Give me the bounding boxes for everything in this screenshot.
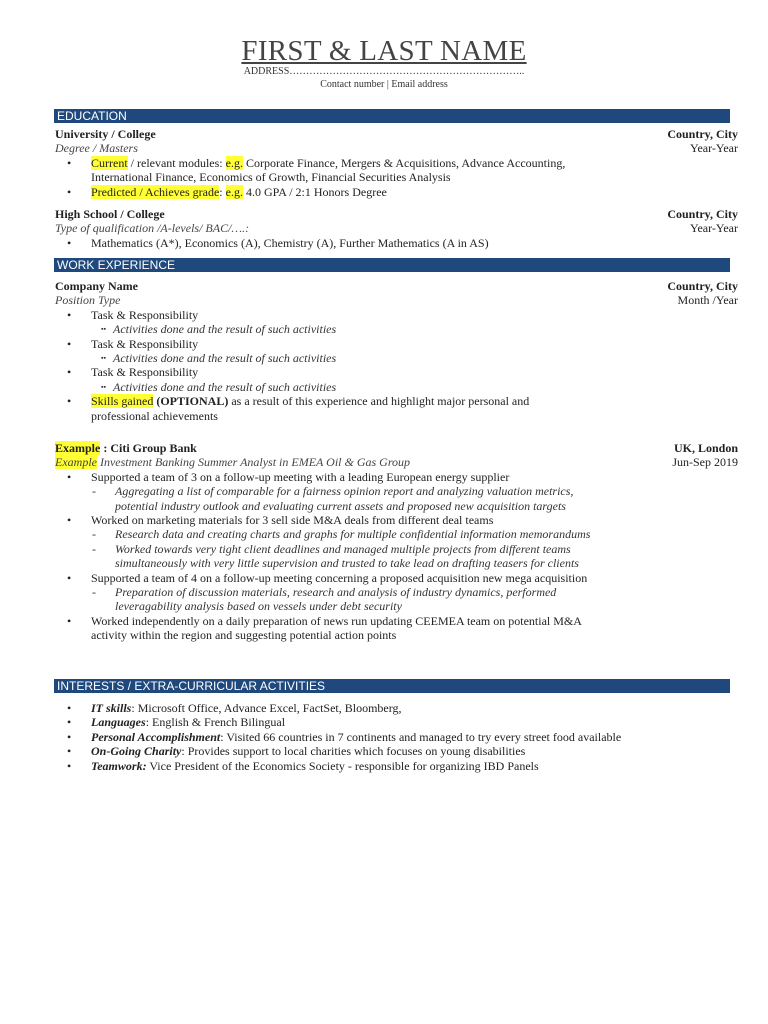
position-type: Investment Banking Summer Analyst in EMEA Oil & Gas Group [96, 455, 411, 470]
list-item: ▪▪ Activities done and the result of such activities [55, 351, 738, 365]
bullet-text: activity within the region and suggesting potential action points [91, 628, 397, 643]
interest-text: Provides support to local charities which focuses on young disabilities [187, 744, 526, 759]
sub-text: simultaneously with very little supervision and trusted to take lead on drafting teasers for clients [115, 556, 579, 571]
sub-text: Aggregating a list of comparable for a fairness opinion report and analyzing valuation metrics, [115, 484, 574, 499]
section-header-education: EDUCATION [54, 109, 730, 123]
modules-text: Corporate Finance, Mergers & Acquisitions, Advance Accounting, [242, 155, 566, 170]
skills-text: as a result of this experience and highlight major personal and [228, 394, 530, 409]
education-entry-highschool [55, 207, 738, 250]
qualification-dates: Year-Year [690, 221, 738, 236]
list-item [55, 185, 738, 199]
highlight-text: Predicted / Achieves grade [91, 184, 220, 199]
company-location: UK, London [673, 441, 738, 455]
list-item [55, 759, 738, 773]
sub-text: Preparation of discussion materials, research and analysis of industry dynamics, performed [115, 585, 557, 600]
list-item: ▪▪ Activities done and the result of such activities [55, 322, 738, 336]
institution-name: University / College [55, 127, 156, 141]
grade-text: : [219, 184, 226, 199]
separator: : [220, 729, 227, 744]
example-company-row [55, 441, 738, 455]
position-dates: Jun-Sep 2019 [672, 455, 738, 470]
highlight-text: e.g. [225, 184, 243, 199]
sub-text: Worked towards very tight client deadlines and managed multiple projects from different teams [115, 541, 571, 556]
tasks-list [55, 308, 738, 423]
education-details-list [55, 156, 738, 199]
interest-label: On-Going Charity [91, 744, 182, 759]
highlight-text: Current [91, 155, 128, 170]
institution-name: High School / College [55, 207, 165, 221]
degree-row [55, 141, 738, 155]
interest-text: English & French Bilingual [152, 715, 286, 730]
separator: : [145, 715, 153, 730]
list-item: • Mathematics (A*), Economics (A), Chemistry (A), Further Mathematics (A in AS) [55, 236, 738, 250]
institution-location: Country, City [667, 207, 738, 221]
education-entry-university [55, 127, 738, 141]
list-item: ▪▪ Activities done and the result of such activities [55, 380, 738, 394]
highlight-text: Example [55, 441, 101, 455]
interest-text: Vice President of the Economics Society - responsible for organizing IBD Panels [149, 758, 539, 773]
list-item [55, 730, 738, 744]
grade-text: 4.0 GPA / 2:1 Honors Degree [242, 184, 387, 199]
candidate-name: FIRST & LAST NAME [241, 35, 527, 67]
institution-location: Country, City [667, 127, 738, 141]
list-item: • Task & Responsibility [55, 308, 738, 322]
section-header-interests: INTERESTS / EXTRA-CURRICULAR ACTIVITIES [54, 679, 730, 693]
education-section [55, 127, 738, 199]
company-location: Country, City [667, 279, 738, 293]
separator: : [181, 744, 188, 759]
example-company [55, 441, 197, 455]
work-entry-example [55, 441, 738, 643]
list-item: • Task & Responsibility [55, 365, 738, 379]
interest-label: IT skills [91, 701, 132, 715]
interest-label: Teamwork: [91, 758, 147, 773]
list-item [55, 156, 738, 185]
interest-label: Personal Accomplishment [91, 729, 221, 744]
optional-label: (OPTIONAL) [153, 394, 229, 409]
company-name: Company Name [55, 279, 138, 293]
contact-line: Contact number | Email address [320, 79, 448, 90]
example-bullets-list [55, 470, 738, 643]
position-type: Position Type [55, 293, 121, 308]
list-item: • Worked on marketing materials for 3 sell side M&A deals from different deal teams [55, 513, 738, 527]
company-name: : Citi Group Bank [100, 441, 197, 455]
list-item [55, 744, 738, 758]
list-item: • Task & Responsibility [55, 337, 738, 351]
list-item: • Supported a team of 4 on a follow-up meeting concerning a proposed acquisition new mega acquisition [55, 571, 738, 585]
bullet-text: Worked independently on a daily preparation of news run updating CEEMEA team on potential M&A [91, 613, 582, 628]
highschool-details-list [55, 236, 738, 250]
list-item: - Research data and creating charts and graphs for multiple confidential information memorandums [55, 527, 738, 541]
separator: : [131, 701, 138, 715]
qualification-row [55, 221, 738, 235]
address-line: ADDRESS…………………………………………………………….. [243, 66, 525, 77]
interests-section [55, 701, 738, 773]
interests-list [55, 701, 738, 773]
interest-label: Languages [91, 715, 146, 730]
highlight-text: e.g. [225, 155, 243, 170]
highlight-text: Skills gained [91, 394, 154, 409]
list-item [55, 585, 738, 614]
list-item [55, 484, 738, 513]
skills-text: professional achievements [91, 408, 218, 423]
section-header-work-experience: WORK EXPERIENCE [54, 258, 730, 272]
modules-text: / relevant modules: [127, 155, 226, 170]
list-item [55, 701, 738, 715]
example-position-row [55, 455, 738, 469]
qualification-type: Type of qualification /A-levels/ BAC/….: [55, 221, 250, 236]
position-dates: Month /Year [677, 293, 738, 308]
position-row [55, 293, 738, 307]
list-item [55, 542, 738, 571]
work-entry-generic [55, 279, 738, 423]
interest-text: Microsoft Office, Advance Excel, FactSet, Bloomberg, [137, 701, 402, 715]
company-row [55, 279, 738, 293]
example-position [55, 455, 410, 469]
sub-text: potential industry outlook and evaluating current assets and proposed new acquisition targets [115, 498, 566, 513]
degree-type: Degree / Masters [55, 141, 138, 156]
list-item [55, 614, 738, 643]
modules-text: International Finance, Economics of Growth, Financial Securities Analysis [91, 170, 451, 185]
list-item: • Supported a team of 3 on a follow-up meeting with a leading European energy supplier [55, 470, 738, 484]
highlight-text: Example [55, 455, 97, 470]
interest-text: Visited 66 countries in 7 continents and managed to try every street food available [226, 729, 622, 744]
list-item [55, 715, 738, 729]
list-item [55, 394, 738, 423]
highschool-row [55, 207, 738, 221]
sub-text: leveragability analysis based on vessels under debt security [115, 599, 402, 614]
degree-dates: Year-Year [690, 141, 738, 156]
